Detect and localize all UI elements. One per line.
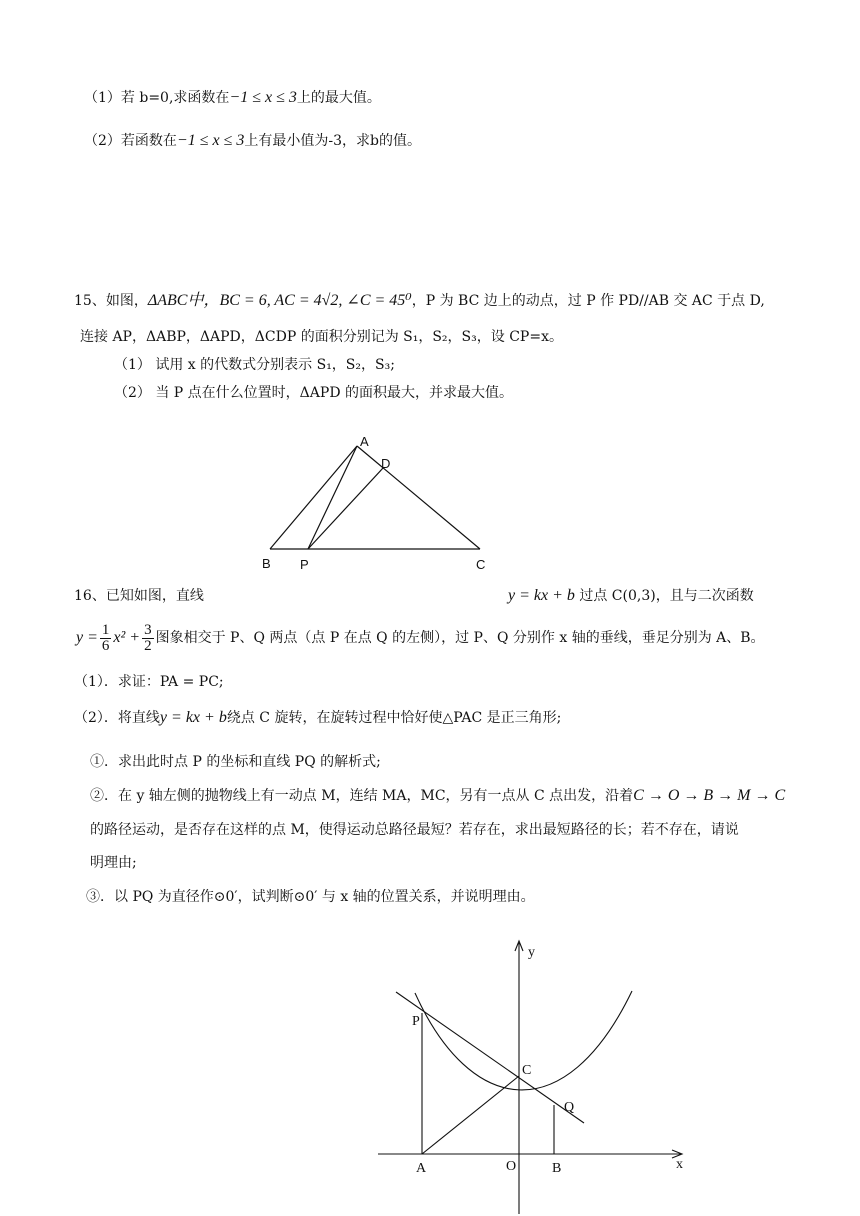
label-a: A xyxy=(360,434,369,449)
fraction-three-halves: $\frac{3}{2}$ xyxy=(144,621,152,654)
q16-function-line: y = $\frac{1}{6}$ x² + $\frac{3}{2}$ 图象相交于 P、Q 两点（点 P 在点 Q 的左侧），过 P、Q 分别作 x 轴的垂线，垂足分别为 A、B。 xyxy=(76,621,765,654)
q16-item1: ①．求出此时点 P 的坐标和直线 PQ 的解析式; xyxy=(90,754,381,770)
q16-part1: （1）．求证：PA = PC; xyxy=(74,674,224,690)
segment-pd xyxy=(308,468,383,549)
q15-statement-line2: 连接 AP，ΔABP，ΔAPD，ΔCDP 的面积分别记为 S₁，S₂，S₃，设 CP=x。 xyxy=(80,329,563,345)
label-o: O xyxy=(506,1159,517,1174)
segment-ac xyxy=(357,446,480,549)
q16-item2-c: 明理由; xyxy=(90,855,137,871)
fraction-one-sixth: $\frac{1}{6}$ xyxy=(101,621,110,654)
label-a: A xyxy=(416,1161,427,1176)
label-y: y xyxy=(528,945,535,960)
label-c: C xyxy=(522,1063,532,1078)
segment-ap xyxy=(308,446,357,549)
label-p: P xyxy=(300,557,309,572)
q15-sub2: （2） 当 P 点在什么位置时，ΔAPD 的面积最大，并求最大值。 xyxy=(114,385,513,401)
q15-sub1: （1） 试用 x 的代数式分别表示 S₁，S₂，S₃; xyxy=(114,357,395,373)
q16-part2: （2）．将直线y = kx + b绕点 C 旋转，在旋转过程中恰好使△PAC 是正三角形; xyxy=(74,709,562,726)
label-d: D xyxy=(381,456,391,471)
parabola-figure xyxy=(370,935,700,1216)
label-c: C xyxy=(476,557,486,572)
q14-part1: （1）若 b=0,求函数在−1 ≤ x ≤ 3上的最大值。 xyxy=(84,89,381,106)
segment-ac xyxy=(422,1076,519,1154)
q16-item2-b: 的路径运动，是否存在这样的点 M，使得运动总路径最短？若存在，求出最短路径的长；若不存在，请说 xyxy=(90,822,739,838)
q15-statement-line1: 15、如图，ΔABC中，BC = 6, AC = 4√2, ∠C = 45⁰，P 为 BC 边上的动点，过 P 作 PD//AB 交 AC 于点 D, xyxy=(74,292,765,309)
label-b: B xyxy=(552,1161,562,1176)
q16-intro-a: 16、已知如图，直线 xyxy=(74,588,204,604)
label-q: Q xyxy=(564,1100,575,1115)
label-x: x xyxy=(676,1157,683,1172)
segment-ab xyxy=(270,446,357,549)
q16-intro-b: y = kx + b 过点 C(0,3)，且与二次函数 xyxy=(508,587,754,604)
triangle-figure xyxy=(250,432,510,574)
q16-item2-a: ②．在 y 轴左侧的抛物线上有一动点 M，连结 MA，MC，另有一点从 C 点出发，沿着C → O → B → M → C xyxy=(90,787,786,804)
line-pq xyxy=(396,992,584,1123)
label-b: B xyxy=(262,556,271,571)
q14-part2: （2）若函数在−1 ≤ x ≤ 3上有最小值为-3，求b的值。 xyxy=(84,132,421,149)
label-p: P xyxy=(412,1014,420,1029)
q16-item3: ③．以 PQ 为直径作⊙0′，试判断⊙0′ 与 x 轴的位置关系，并说明理由。 xyxy=(86,889,535,905)
